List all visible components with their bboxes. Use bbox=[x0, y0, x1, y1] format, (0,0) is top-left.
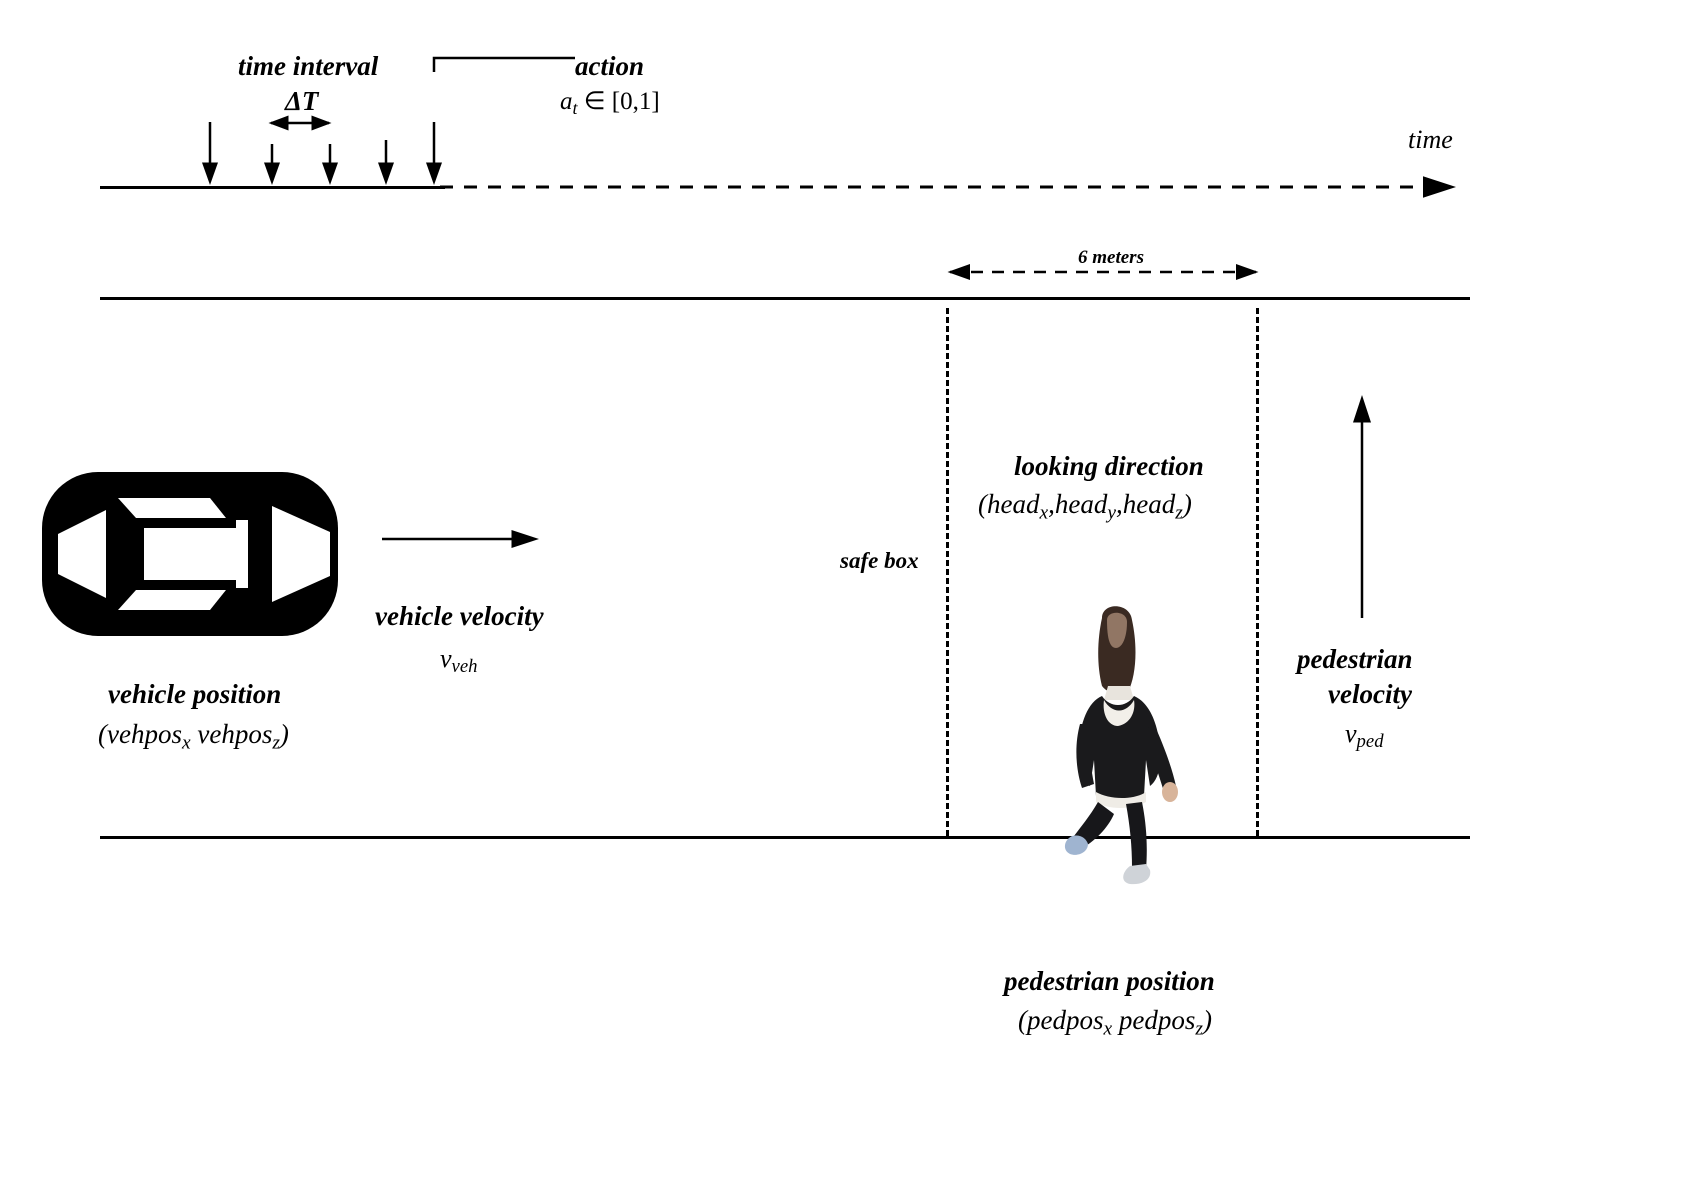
time-axis-dashed bbox=[440, 176, 1470, 198]
vehicle-velocity-label: vehicle velocity bbox=[375, 601, 544, 631]
vehicle-velocity-arrow bbox=[382, 528, 552, 550]
looking-direction-label: looking direction bbox=[1014, 451, 1204, 481]
action-label: action bbox=[575, 51, 645, 81]
time-axis-solid bbox=[100, 186, 445, 189]
time-axis-label: time bbox=[1408, 125, 1453, 154]
vehicle-velocity-symbol: $v_{veh}$ bbox=[440, 644, 478, 678]
distance-label: 6 meters bbox=[1078, 247, 1144, 268]
pedestrian-figure bbox=[1050, 600, 1180, 885]
action-leader-line bbox=[425, 55, 585, 75]
pedestrian-velocity-label-2: velocity bbox=[1328, 679, 1412, 709]
safe-box-right-edge bbox=[1256, 308, 1259, 836]
distance-measure-arrow bbox=[944, 262, 1264, 282]
pedestrian-velocity-label: pedestrian bbox=[1297, 644, 1413, 674]
road-top-edge bbox=[100, 297, 1470, 300]
timeline-tick-arrows bbox=[190, 122, 460, 194]
pedestrian-velocity-arrow bbox=[1348, 392, 1376, 620]
action-formula: $a_t$ ∈ [0,1] bbox=[560, 88, 660, 119]
road-bottom-edge bbox=[100, 836, 1470, 839]
vehicle-icon bbox=[40, 470, 340, 638]
safe-box-left-edge bbox=[946, 308, 949, 836]
looking-direction-coords: (head$_x$,head$_y$,head$_z$) bbox=[978, 489, 1192, 524]
time-interval-symbol: ΔT bbox=[285, 86, 319, 116]
safe-box-label: safe box bbox=[840, 548, 919, 573]
pedestrian-position-coords: (pedpos$_x$ pedpos$_z$) bbox=[1018, 1005, 1212, 1040]
pedestrian-position-label: pedestrian position bbox=[1004, 966, 1215, 996]
vehicle-position-label: vehicle position bbox=[108, 679, 282, 709]
pedestrian-velocity-symbol: $v_{ped}$ bbox=[1345, 719, 1384, 753]
time-interval-label: time interval bbox=[238, 51, 379, 81]
vehicle-position-coords: (vehpos$_x$ vehpos$_z$) bbox=[98, 719, 289, 754]
